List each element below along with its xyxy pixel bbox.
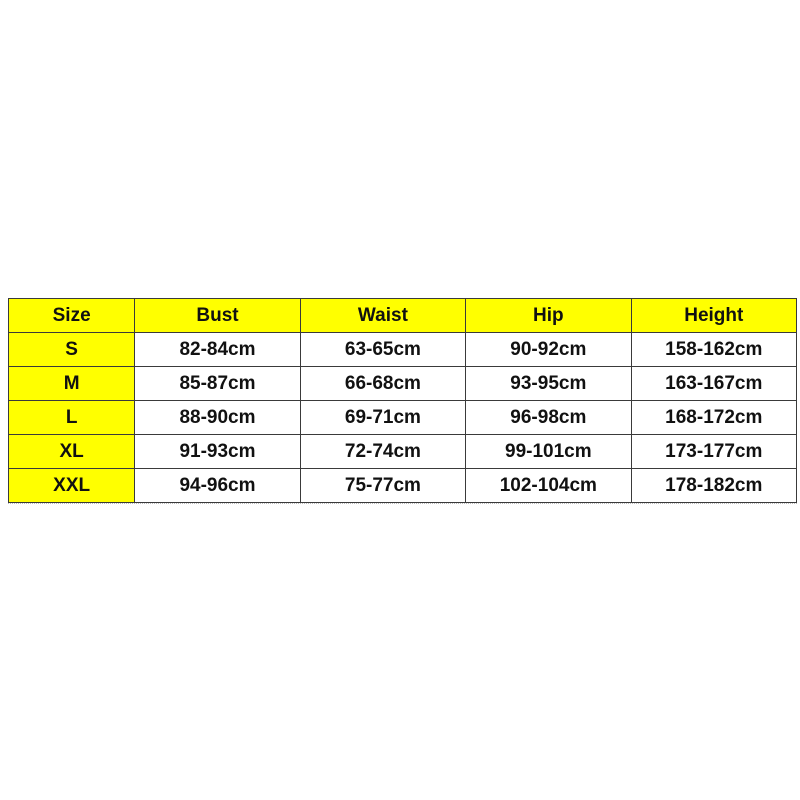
height-value: 158-162cm [631,333,796,367]
header-row [9,299,797,333]
size-label: XL [9,435,135,469]
hip-value: 90-92cm [466,333,631,367]
waist-value: 63-65cm [300,333,465,367]
header-height: Height [631,299,796,333]
size-label: XXL [9,469,135,503]
header-hip: Hip [466,299,631,333]
bust-value: 88-90cm [135,401,300,435]
size-label: L [9,401,135,435]
height-value: 168-172cm [631,401,796,435]
waist-value: 66-68cm [300,367,465,401]
table-row [9,367,797,401]
size-label: S [9,333,135,367]
hip-value: 96-98cm [466,401,631,435]
height-value: 163-167cm [631,367,796,401]
height-value: 173-177cm [631,435,796,469]
size-label: M [9,367,135,401]
waist-value: 75-77cm [300,469,465,503]
hip-value: 93-95cm [466,367,631,401]
table-row [9,333,797,367]
table-row [9,435,797,469]
waist-value: 72-74cm [300,435,465,469]
bust-value: 85-87cm [135,367,300,401]
hip-value: 99-101cm [466,435,631,469]
waist-value: 69-71cm [300,401,465,435]
header-size: Size [9,299,135,333]
size-chart [8,298,797,503]
table-row [9,469,797,503]
header-bust: Bust [135,299,300,333]
size-chart-table [8,298,797,503]
table-row [9,401,797,435]
bust-value: 94-96cm [135,469,300,503]
hip-value: 102-104cm [466,469,631,503]
bust-value: 82-84cm [135,333,300,367]
bust-value: 91-93cm [135,435,300,469]
table-bottom-rule [8,503,797,504]
height-value: 178-182cm [631,469,796,503]
header-waist: Waist [300,299,465,333]
